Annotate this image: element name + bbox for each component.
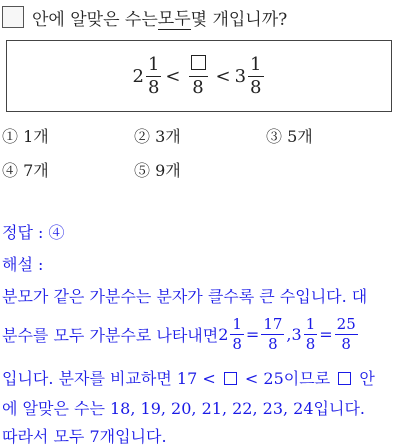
frac-a-denominator: 8	[232, 334, 242, 353]
equals-1: =	[245, 324, 260, 344]
explanation-line-5: 따라서 모두 7개입니다.	[2, 427, 167, 446]
line3-b: < 25이므로	[239, 369, 336, 388]
explanation-line-4: 에 알맞은 수는 18, 19, 20, 21, 22, 23, 24입니다.	[2, 399, 365, 418]
frac-a-numerator: 1	[232, 314, 242, 333]
explanation-line-2	[2, 314, 360, 354]
left-whole: 2	[132, 65, 144, 87]
frac-d-numerator: 25	[336, 314, 356, 333]
explanation-line-3	[2, 366, 375, 389]
option-4[interactable]	[2, 158, 49, 181]
frac-a	[230, 314, 244, 353]
left-denominator: 8	[147, 76, 160, 98]
less-than-2: <	[215, 65, 231, 87]
option-1[interactable]	[2, 124, 49, 147]
frac-a-whole: 2	[218, 324, 229, 344]
line3-a: 입니다. 분자를 비교하면 17 <	[2, 369, 221, 388]
left-fraction	[146, 53, 161, 98]
option-marker: ①	[2, 127, 19, 146]
blank-square-icon	[338, 372, 351, 385]
answer-value: ④	[48, 223, 65, 242]
option-marker: ④	[2, 161, 19, 180]
frac-c-numerator: 1	[305, 314, 316, 333]
explanation-line-1: 분모가 같은 가분수는 분자가 클수록 큰 수입니다. 대	[2, 287, 368, 306]
blank-square-icon	[224, 372, 237, 385]
option-marker: ②	[134, 127, 151, 146]
frac-b	[261, 314, 284, 353]
frac-b-numerator: 17	[263, 314, 283, 333]
option-label: 1개	[23, 127, 49, 146]
option-label: 5개	[287, 127, 313, 146]
frac-d-denominator: 8	[341, 334, 351, 353]
option-label: 7개	[23, 161, 49, 180]
frac-c-whole: 3	[291, 324, 302, 344]
right-fraction	[248, 53, 263, 98]
question-text-after: 몇 개입니까?	[190, 9, 288, 30]
option-label: 9개	[155, 161, 181, 180]
question-text-before: 안에 알맞은 수는	[32, 9, 158, 30]
middle-denominator: 8	[192, 77, 204, 98]
blank-square-icon	[191, 55, 206, 70]
line3-c: 안	[354, 369, 375, 388]
expression-box	[6, 40, 392, 112]
explanation-label: 해설 :	[2, 255, 44, 274]
frac-c-denominator: 8	[305, 334, 316, 353]
option-2[interactable]	[134, 124, 181, 147]
less-than-1: <	[165, 65, 181, 87]
middle-numerator-box	[189, 55, 208, 77]
right-numerator: 1	[250, 53, 262, 75]
comma: ,	[286, 324, 292, 344]
inequality-expression	[7, 41, 391, 111]
frac-b-denominator: 8	[268, 334, 278, 353]
question-text-underlined: 모두	[158, 4, 191, 30]
answer-line	[2, 220, 65, 243]
left-numerator: 1	[147, 53, 160, 75]
option-marker: ⑤	[134, 161, 151, 180]
option-3[interactable]	[266, 124, 313, 147]
frac-d	[335, 314, 358, 353]
option-5[interactable]	[134, 158, 181, 181]
blank-box-icon	[2, 6, 24, 28]
line2-start: 분수를 모두 가분수로 나타내면	[2, 325, 219, 345]
middle-fraction	[189, 55, 208, 97]
answer-label: 정답 :	[2, 223, 49, 242]
equals-2: =	[319, 324, 333, 344]
right-whole: 3	[234, 65, 247, 87]
option-marker: ③	[266, 127, 283, 146]
question-line	[0, 2, 287, 32]
right-denominator: 8	[250, 76, 262, 98]
frac-c	[304, 314, 318, 353]
option-label: 3개	[155, 127, 181, 146]
